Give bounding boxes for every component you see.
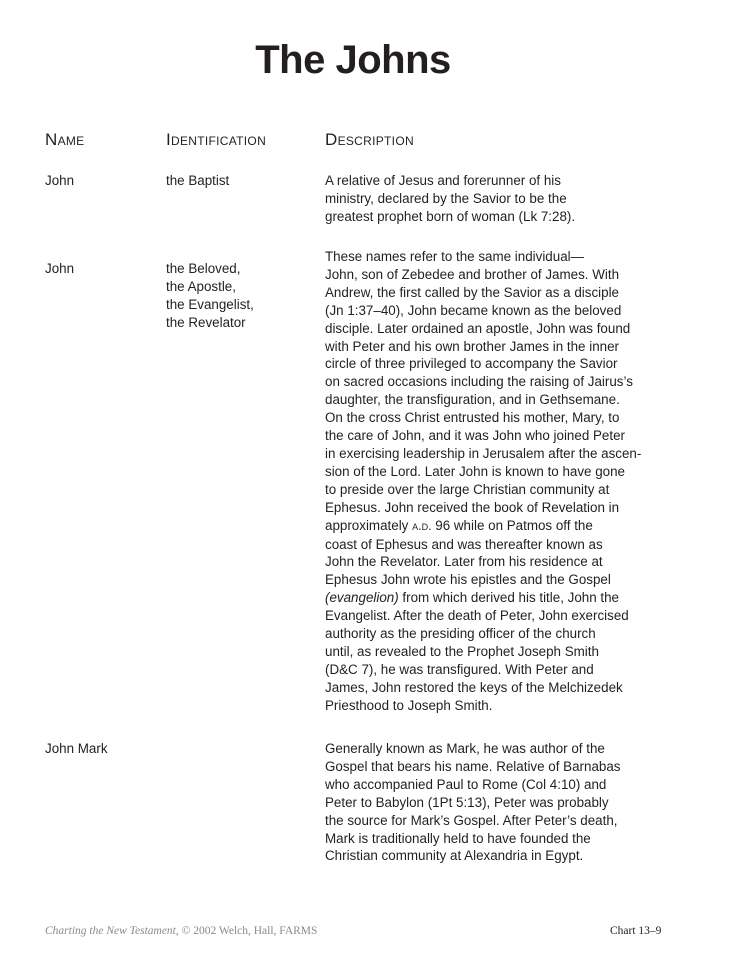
- column-header-description: Description: [325, 130, 414, 149]
- description-line: Andrew, the first called by the Savior as a disciple: [325, 284, 619, 300]
- description-line: in exercising leadership in Jerusalem after the ascen-: [325, 445, 642, 461]
- description-line: until, as revealed to the Prophet Joseph Smith: [325, 643, 599, 659]
- identification-line: the Evangelist,: [166, 296, 254, 312]
- identification-line: the Apostle,: [166, 278, 236, 294]
- page-title: The Johns: [255, 38, 451, 82]
- description-line: These names refer to the same individual—: [325, 249, 585, 264]
- name-cell: John Mark: [45, 741, 108, 756]
- description-line: ministry, declared by the Savior to be the: [325, 190, 567, 206]
- era-abbreviation: a.d.: [412, 518, 432, 533]
- footer-source-title: Charting the New Testament: [45, 925, 176, 937]
- description-line: [325, 589, 655, 607]
- description-line: Generally known as Mark, he was author of the: [325, 741, 605, 756]
- description-cell: [325, 248, 655, 715]
- description-line: A relative of Jesus and forerunner of his: [325, 173, 561, 188]
- description-line: the care of John, and it was John who joined Peter: [325, 428, 625, 444]
- footer-chart-number: Chart 13–9: [610, 925, 662, 937]
- column-header-identification: Identification: [166, 130, 267, 149]
- description-line: on sacred occasions including the raising of Jairus’s: [325, 374, 633, 390]
- description-line: Mark is traditionally held to have founded the: [325, 830, 591, 846]
- description-line: greatest prophet born of woman (Lk 7:28).: [325, 208, 576, 224]
- description-line: sion of the Lord. Later John is known to have gone: [325, 463, 626, 479]
- name-cell: John: [45, 261, 75, 276]
- identification-cell: [166, 260, 254, 332]
- description-line: authority as the presiding officer of the church: [325, 626, 596, 642]
- description-line: Ephesus John wrote his epistles and the Gospel: [325, 572, 611, 588]
- description-line: the source for Mark’s Gospel. After Peter’s death,: [325, 812, 618, 828]
- description-line: On the cross Christ entrusted his mother, Mary, to: [325, 410, 620, 426]
- description-line: circle of three privileged to accompany the Savior: [325, 356, 618, 372]
- column-header-name: Name: [45, 130, 85, 149]
- italic-term: (evangelion): [325, 590, 399, 606]
- description-line: Ephesus. John received the book of Revelation in: [325, 499, 620, 515]
- description-line: Peter to Babylon (1Pt 5:13), Peter was probably: [325, 794, 609, 810]
- description-line: to preside over the large Christian community at: [325, 481, 610, 497]
- description-text: approximately: [325, 517, 413, 533]
- description-line: disciple. Later ordained an apostle, John was found: [325, 320, 631, 336]
- description-line: John the Revelator. Later from his residence at: [325, 554, 603, 570]
- footer-source: [45, 925, 317, 937]
- description-line: (Jn 1:37–40), John became known as the beloved: [325, 302, 622, 318]
- description-text: 96 while on Patmos off the: [431, 517, 593, 533]
- identification-line: the Revelator: [166, 314, 246, 330]
- footer-source-rest: , © 2002 Welch, Hall, FARMS: [175, 925, 318, 937]
- description-line: Priesthood to Joseph Smith.: [325, 697, 493, 713]
- description-line: Christian community at Alexandria in Egypt.: [325, 848, 584, 864]
- description-cell: [325, 740, 655, 865]
- description-line: who accompanied Paul to Rome (Col 4:10) and: [325, 776, 607, 792]
- description-line: James, John restored the keys of the Melchizedek: [325, 679, 623, 695]
- description-text: from which derived his title, John the: [398, 590, 620, 606]
- description-line: daughter, the transfiguration, and in Gethsemane.: [325, 392, 620, 408]
- identification-cell: [166, 172, 229, 190]
- name-cell: John: [45, 173, 75, 188]
- identification-line: the Baptist: [166, 173, 230, 188]
- description-line: coast of Ephesus and was thereafter known as: [325, 536, 603, 552]
- description-cell: [325, 172, 655, 226]
- description-line: [325, 517, 655, 536]
- description-line: (D&C 7), he was transfigured. With Peter and: [325, 661, 594, 677]
- description-line: Gospel that bears his name. Relative of Barnabas: [325, 758, 621, 774]
- description-line: with Peter and his own brother James in the inner: [325, 338, 620, 354]
- identification-line: the Beloved,: [166, 261, 241, 276]
- description-line: Evangelist. After the death of Peter, John exercised: [325, 608, 629, 624]
- description-line: John, son of Zebedee and brother of James. With: [325, 266, 620, 282]
